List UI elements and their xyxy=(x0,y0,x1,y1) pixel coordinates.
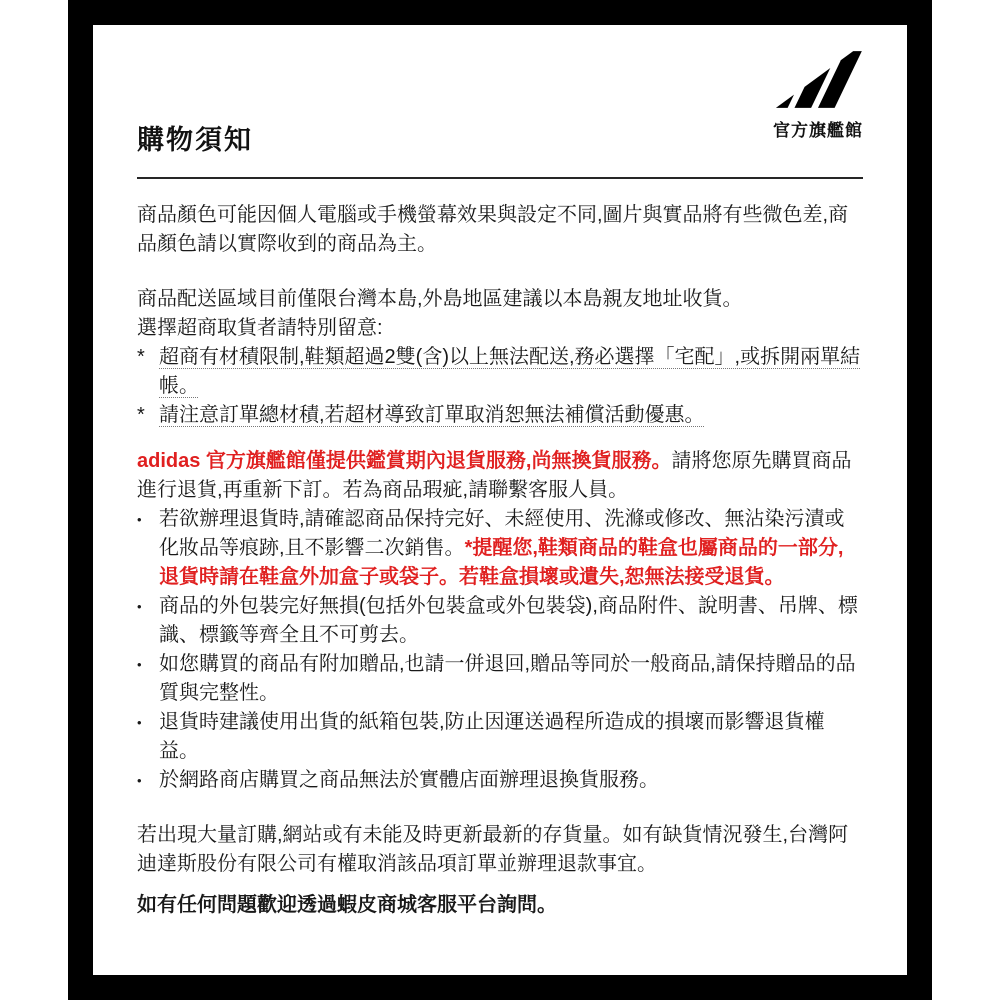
list-item-text xyxy=(159,650,863,708)
bullet-marker: • xyxy=(137,512,142,527)
list-item xyxy=(137,766,863,795)
list-item xyxy=(137,505,863,592)
bullet-marker: • xyxy=(137,715,142,730)
list-item-text xyxy=(159,592,863,650)
list-item xyxy=(137,592,863,650)
list-item-text xyxy=(159,343,863,401)
text-run: 退貨時建議使用出貨的紙箱包裝,防止因運送過程所造成的損壞而影響退貨權益。 xyxy=(159,711,825,762)
text-line xyxy=(137,891,863,920)
color-difference-notice xyxy=(137,201,863,259)
shipping-notice xyxy=(137,285,863,430)
list-item-text xyxy=(159,708,863,766)
contact-notice xyxy=(137,891,863,920)
text-run: 如有任何問題歡迎透過蝦皮商城客服平台詢問。 xyxy=(137,894,557,916)
asterisk-marker: * xyxy=(137,346,145,368)
text-run: *提醒您,鞋類商品的鞋盒也屬商品的一部分,退貨時請在鞋盒外加盒子或袋子。若鞋盒損壞或遺失,恕無法接受退貨。 xyxy=(159,537,844,588)
text-run: 商品的外包裝完好無損(包括外包裝盒或外包裝袋),商品附件、說明書、吊牌、標識、標籤等齊全且不可剪去。 xyxy=(159,595,858,646)
list-item xyxy=(137,343,863,401)
list-item-text xyxy=(159,766,863,795)
bullet-marker: • xyxy=(137,599,142,614)
text-run: 於網路商店購買之商品無法於實體店面辦理退換貨服務。 xyxy=(159,769,659,791)
list-item xyxy=(137,650,863,708)
stock-notice xyxy=(137,821,863,879)
page-title: 購物須知 xyxy=(137,125,253,155)
text-run: 若出現大量訂購,網站或有未能及時更新最新的存貨量。如有缺貨情況發生,台灣阿迪達斯股份有限公司有權取消該品項訂單並辦理退款事宜。 xyxy=(137,824,849,875)
text-line xyxy=(137,285,863,314)
adidas-logo-icon xyxy=(771,51,863,108)
header-divider xyxy=(137,177,863,179)
text-run: 請注意訂單總材積,若超材導致訂單取消恕無法補償活動優惠。 xyxy=(159,404,705,426)
list-item xyxy=(137,708,863,766)
text-run: 商品顏色可能因個人電腦或手機螢幕效果與設定不同,圖片與實品將有些微色差,商品顏色請以實際收到的商品為主。 xyxy=(137,204,849,255)
bullet-marker: • xyxy=(137,657,142,672)
text-run: 如您購買的商品有附加贈品,也請一併退回,贈品等同於一般商品,請保持贈品的品質與完整性。 xyxy=(159,653,856,704)
asterisk-marker: * xyxy=(137,404,145,426)
store-label: 官方旗艦館 xyxy=(773,121,863,140)
notice-content xyxy=(93,25,907,975)
list-item-text xyxy=(159,505,863,592)
text-run: 選擇超商取貨者請特別留意: xyxy=(137,317,383,339)
text-line xyxy=(137,201,863,259)
text-run: 若欲辦理退貨時,請確認商品保持完好、未經使用、洗滌或修改、無沾染污漬或化妝品等痕跡,且不影響二次銷售。 xyxy=(159,508,845,559)
text-run: adidas 官方旗艦館僅提供鑑賞期內退貨服務,尚無換貨服務。 xyxy=(137,450,672,472)
text-line xyxy=(137,314,863,343)
return-policy xyxy=(137,447,863,795)
notice-frame xyxy=(68,0,932,1000)
text-run: 商品配送區域目前僅限台灣本島,外島地區建議以本島親友地址收貨。 xyxy=(137,288,743,310)
notice-body xyxy=(137,201,863,920)
header xyxy=(137,25,863,177)
text-line xyxy=(137,447,863,505)
text-run: 請將您原先購買商品進行退貨,再重新下訂。若為商品瑕疵,請聯繫客服人員。 xyxy=(137,450,852,501)
list-item xyxy=(137,401,863,430)
list-item-text xyxy=(159,401,863,430)
text-line xyxy=(137,821,863,879)
bullet-marker: • xyxy=(137,773,142,788)
brand-block xyxy=(771,51,863,141)
text-run: 超商有材積限制,鞋類超過2雙(含)以上無法配送,務必選擇「宅配」,或拆開兩單結帳。 xyxy=(159,346,861,397)
